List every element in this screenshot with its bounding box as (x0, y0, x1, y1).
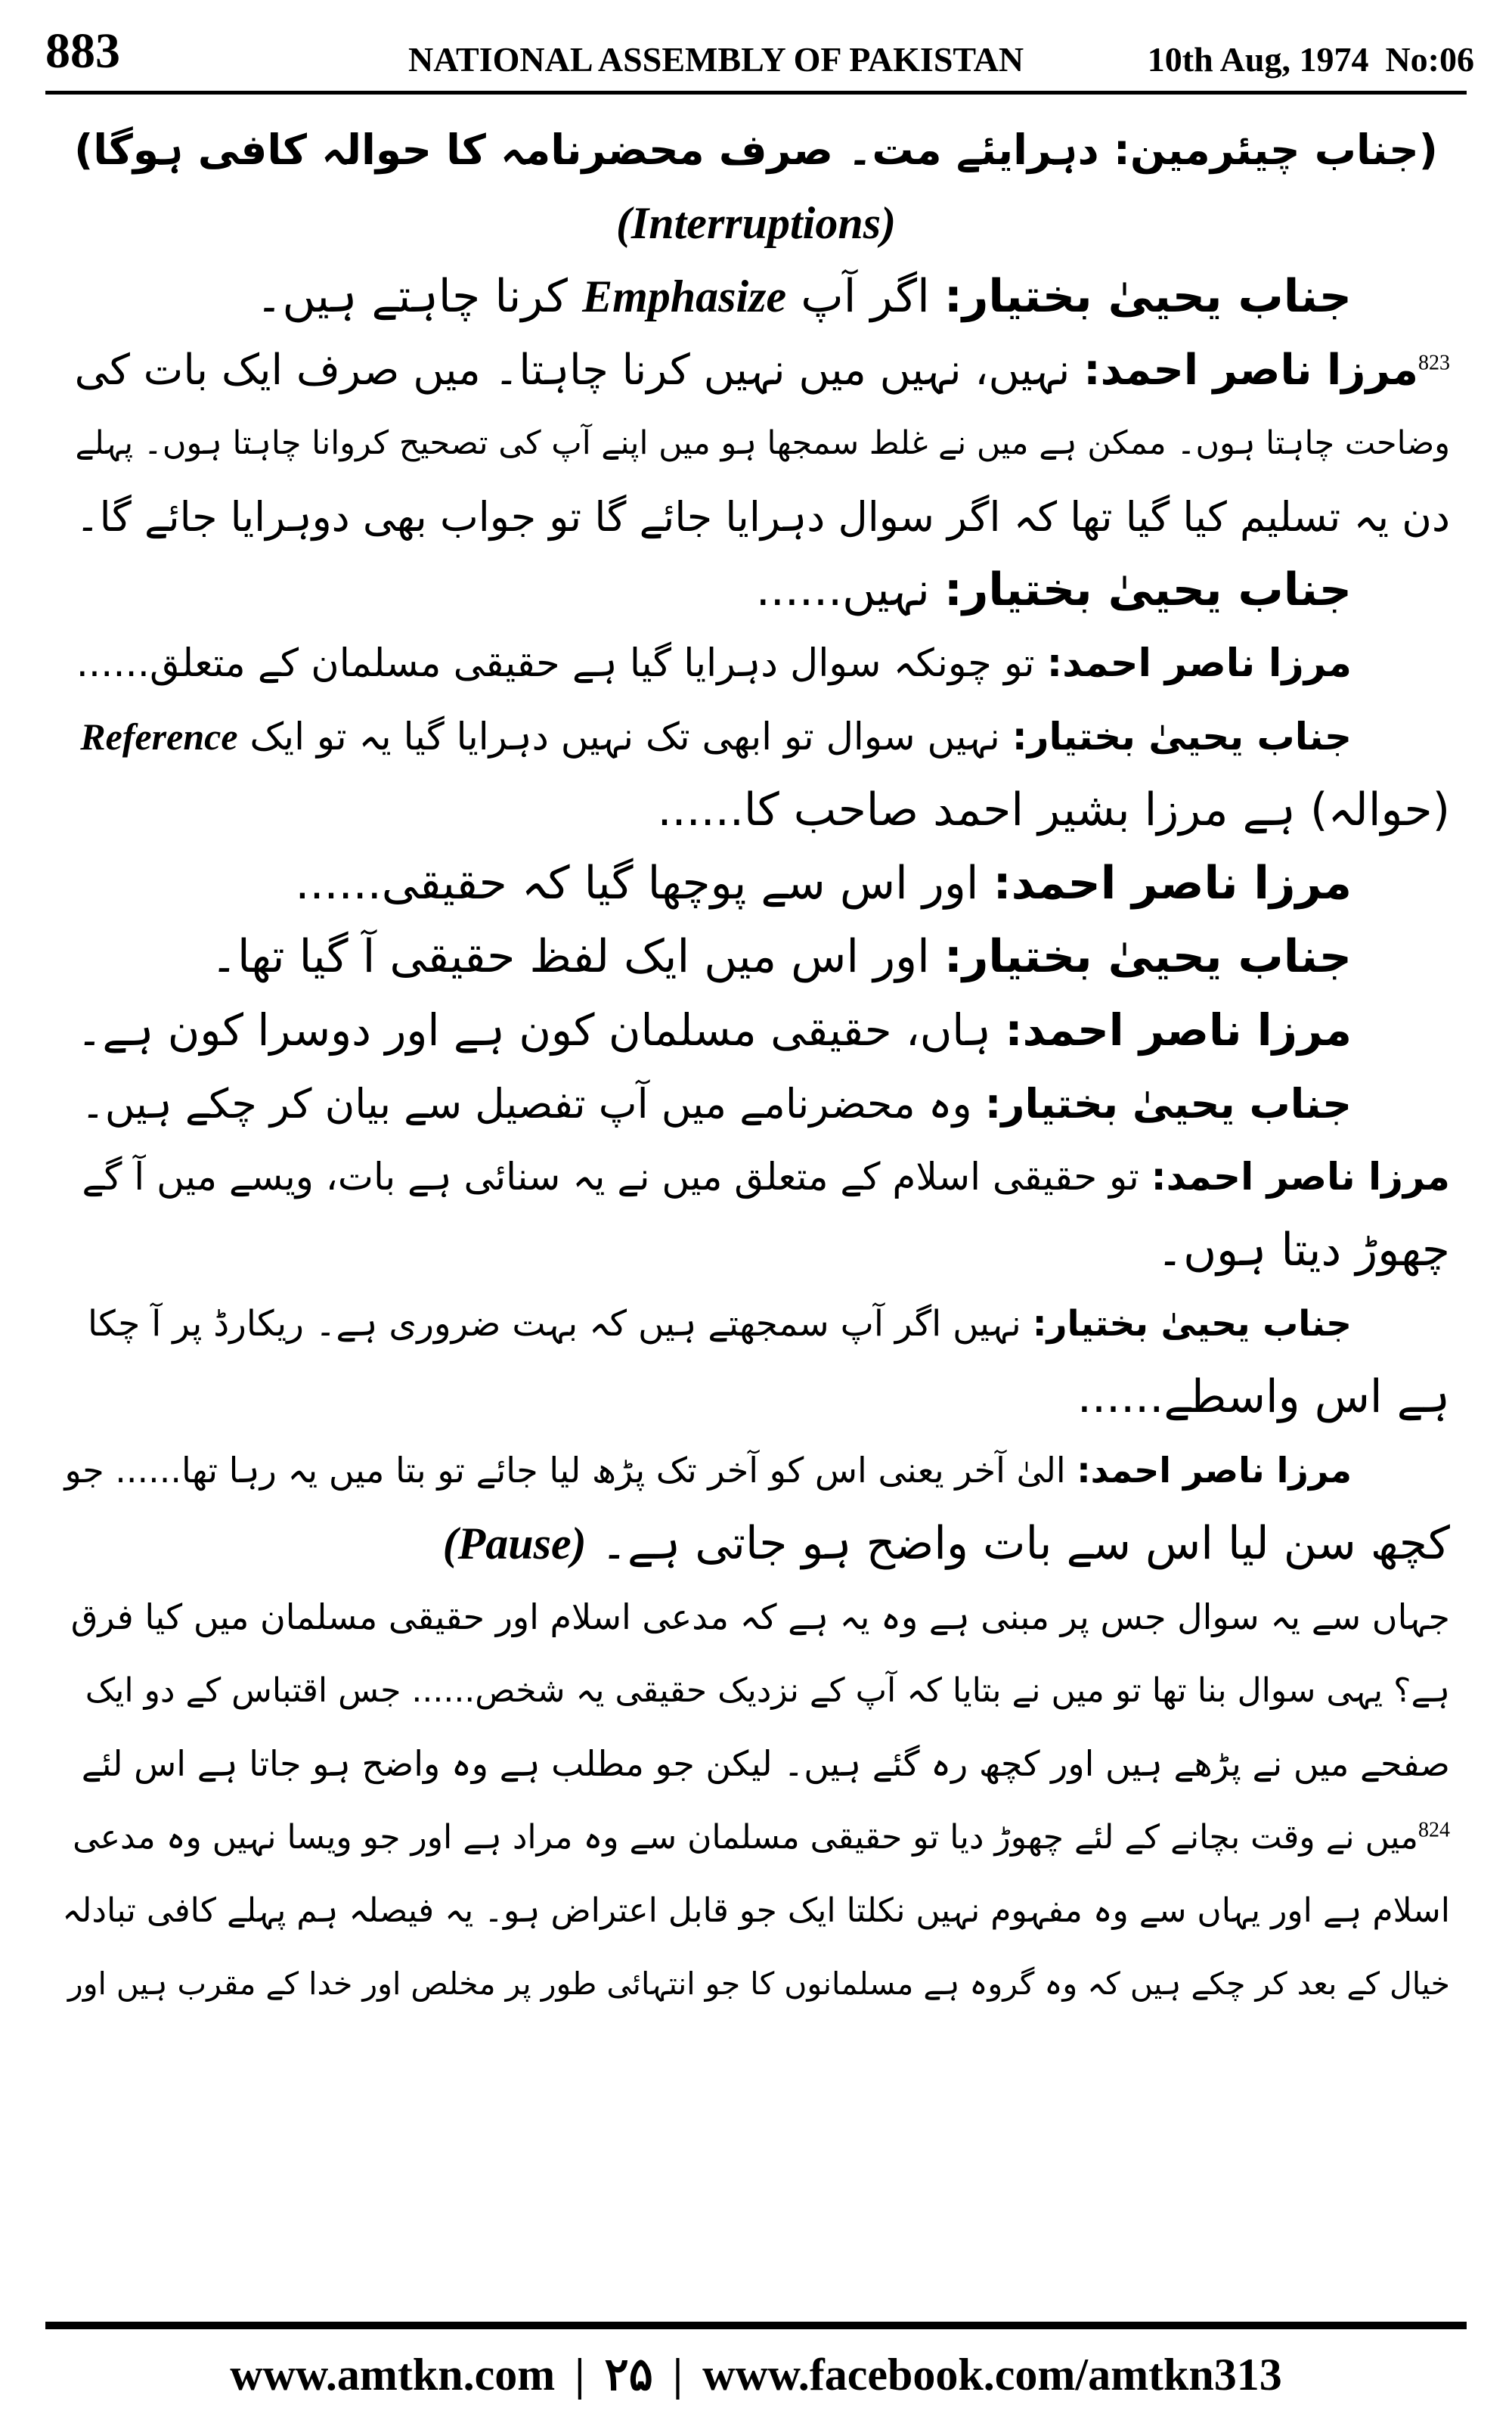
transcript-line (62, 994, 1450, 1067)
speech-text: ہاں، حقیقی مسلمان کون ہے اور دوسرا کون ہے۔ (76, 1004, 991, 1056)
speaker-name: جناب یحییٰ بختیار: (943, 930, 1352, 983)
transcript-line (62, 627, 1450, 700)
speaker-name: جناب یحییٰ بختیار: (943, 270, 1352, 323)
chairman-remark: (جناب چیئرمین: دہرایئے مت۔ صرف محضرنامہ کا حوالہ کافی ہوگا) (74, 126, 1438, 174)
transcript-line (62, 1287, 1450, 1360)
footer-page-number: ۲۵ (604, 2350, 653, 2400)
transcript-line (62, 260, 1450, 334)
transcript-line (62, 334, 1450, 407)
transcript-line (62, 1067, 1450, 1140)
transcript-line (62, 1801, 1450, 1874)
speech-text: وہ محضرنامے میں آپ تفصیل سے بیان کر چکے ہیں۔ (81, 1080, 972, 1128)
header-date-block (1148, 39, 1474, 79)
transcript-line: ہے؟ یہی سوال بنا تھا تو میں نے بتایا کہ آپ کے نزدیک حقیقی یہ شخص...... جس اقتباس کے دو ایک (85, 1671, 1450, 1710)
speech-text: نہیں اگر آپ سمجھتے ہیں کہ بہت ضروری ہے۔ ریکارڈ پر آ چکا (88, 1303, 1021, 1345)
english-term: Emphasize (582, 271, 787, 321)
speech-text: نہیں سوال تو ابھی تک نہیں دہرایا گیا یہ تو ایک (249, 715, 1000, 759)
transcript-line: (حوالہ) ہے مرزا بشیر احمد صاحب کا...... (657, 783, 1450, 836)
footer-facebook-link[interactable]: www.facebook.com/amtkn313 (702, 2350, 1282, 2400)
footer-separator: | (672, 2350, 683, 2400)
speech-text: اور اس میں ایک لفظ حقیقی آ گیا تھا۔ (210, 930, 930, 983)
transcript-line: خیال کے بعد کر چکے ہیں کہ وہ گروہ ہے مسلمانوں کا جو انتہائی طور پر مخلص اور خدا کے مقرب ہیں اور (67, 1965, 1450, 2002)
speaker-name: جناب یحییٰ بختیار: (1032, 1303, 1352, 1345)
header-number: No:06 (1385, 40, 1474, 79)
speech-text: اور اس سے پوچھا گیا کہ حقیقی...... (295, 857, 979, 910)
speech-text: اگر آپ (801, 270, 930, 323)
speaker-name: مرزا ناصر احمد: (1077, 1450, 1352, 1491)
transcript-line: جہاں سے یہ سوال جس پر مبنی ہے وہ یہ ہے کہ مدعی اسلام اور حقیقی مسلمان میں کیا فرق (70, 1596, 1450, 1637)
transcript-line (62, 847, 1450, 920)
footnote-marker: 823 (1418, 351, 1450, 375)
transcript-line: دن یہ تسلیم کیا گیا تھا کہ اگر سوال دہرایا جائے گا تو جواب بھی دوہرایا جائے گا۔ (76, 493, 1450, 541)
header-title: NATIONAL ASSEMBLY OF PAKISTAN (408, 40, 1024, 79)
transcript-line (62, 1140, 1450, 1214)
speech-text: تو حقیقی اسلام کے متعلق میں نے یہ سنائی ہے بات، ویسے میں آ گے (82, 1155, 1139, 1199)
footer-rule (45, 2322, 1467, 2329)
speaker-name: جناب یحییٰ بختیار: (943, 563, 1352, 616)
footnote-marker: 824 (1418, 1818, 1450, 1842)
speech-text: کچھ سن لیا اس سے بات واضح ہو جاتی ہے۔ (600, 1517, 1450, 1570)
speaker-name: مرزا ناصر احمد: (1151, 1155, 1450, 1199)
header-date: 10th Aug, 1974 (1147, 40, 1369, 79)
speech-text: نہیں...... (755, 563, 930, 616)
page-number: 883 (45, 23, 120, 79)
header-rule (45, 91, 1467, 95)
footer (0, 2348, 1512, 2401)
transcript-line (62, 920, 1450, 994)
transcript-line: وضاحت چاہتا ہوں۔ ممکن ہے میں نے غلط سمجھا ہو میں اپنے آپ کی تصحیح کروانا چاہتا ہوں۔ پہلے (75, 424, 1450, 462)
transcript-line: ہے اس واسطے...... (1077, 1370, 1450, 1423)
transcript-line: صفحے میں نے پڑھے ہیں اور کچھ رہ گئے ہیں۔ لیکن جو مطلب ہے وہ واضح ہو جاتا ہے اس لئے (81, 1743, 1450, 1784)
speaker-name: مرزا ناصر احمد: (1083, 346, 1418, 395)
speaker-name: مرزا ناصر احمد: (1005, 1004, 1352, 1056)
footer-website-link[interactable]: www.amtkn.com (230, 2350, 556, 2400)
transcript-line (62, 1434, 1450, 1507)
speaker-name: جناب یحییٰ بختیار: (984, 1080, 1352, 1128)
transcript-body (62, 113, 1450, 2307)
transcript-line (62, 554, 1450, 627)
speech-text: میں نے وقت بچانے کے لئے چھوڑ دیا تو حقیقی مسلمان سے وہ مراد ہے اور جو ویسا نہیں وہ مدعی (73, 1818, 1418, 1857)
transcript-line: اسلام ہے اور یہاں سے وہ مفہوم نہیں نکلتا ایک جو قابل اعتراض ہو۔ یہ فیصلہ ہم پہلے کافی تبادلہ (62, 1891, 1450, 1930)
speaker-name: جناب یحییٰ بختیار: (1012, 715, 1352, 759)
speaker-name: مرزا ناصر احمد: (1046, 641, 1352, 686)
footer-separator: | (575, 2350, 585, 2400)
speaker-name: مرزا ناصر احمد: (993, 857, 1352, 910)
speech-text: الیٰ آخر یعنی اس کو آخر تک پڑھ لیا جائے تو بتا میں یہ رہا تھا...... جو (64, 1450, 1066, 1491)
transcript-line: چھوڑ دیتا ہوں۔ (1156, 1224, 1450, 1277)
pause-note: (Pause) (442, 1519, 587, 1568)
interruptions-text: (Interruptions) (615, 198, 897, 248)
interruptions-note (62, 187, 1450, 260)
speech-text: تو چونکہ سوال دہرایا گیا ہے حقیقی مسلمان کے متعلق...... (76, 641, 1035, 686)
speech-text: کرنا چاہتے ہیں۔ (256, 270, 568, 323)
transcript-line (62, 700, 1450, 774)
speech-text: نہیں، نہیں میں نہیں کرنا چاہتا۔ میں صرف ایک بات کی (74, 346, 1070, 395)
transcript-line (62, 1507, 1450, 1581)
english-term: Reference (80, 715, 238, 758)
